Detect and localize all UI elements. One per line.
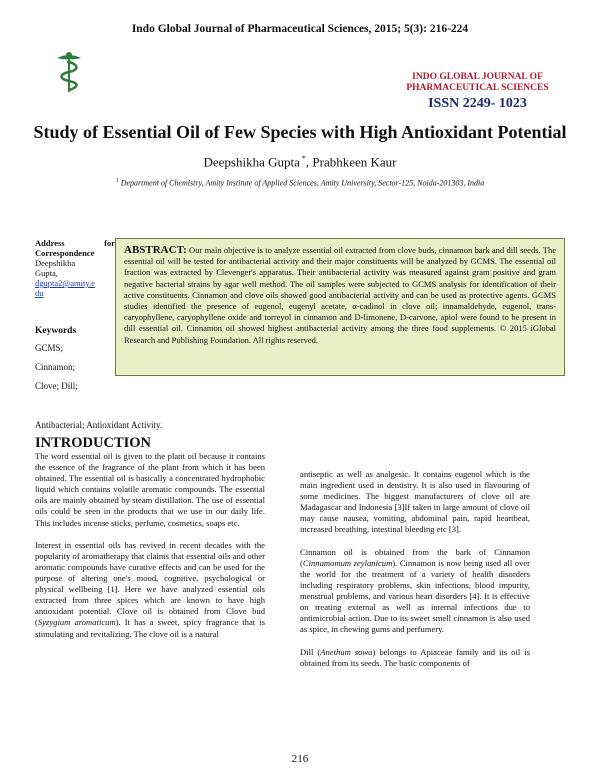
- correspondence-name-1: Deepshikha: [35, 258, 76, 268]
- correspondence-heading-3: Correspondence: [35, 248, 95, 258]
- page-number: 216: [291, 753, 309, 765]
- author-separator: ,: [305, 154, 313, 170]
- authors: [0, 154, 600, 170]
- keyword-item: Clove; Dill;: [35, 381, 78, 391]
- correspondence-email-2[interactable]: du: [35, 288, 44, 298]
- author-2: Prabhkeen Kaur: [312, 154, 397, 170]
- intro-left-p1: The word essential oil is given to the plant oil because it contains the essence of the fragrance of the plant from which it has been obtained. The essential oil is basically a concentrated hydrophobic liquid which contains volatile aromatic compounds. The essential oils are mainly obtained by steam distillation. The use of essential oils could be seen in the products that we use in our daily life. This includes incense sticks, perfume, cosmetics, soaps etc.: [35, 451, 265, 528]
- paper-title: Study of Essential Oil of Few Species with High Antioxidant Potential: [33, 122, 567, 142]
- journal-name-line1: INDO GLOBAL JOURNAL OF: [412, 72, 543, 82]
- intro-right-column: [300, 469, 530, 680]
- affiliation-text: Department of Chemistry, Amity Institute of Applied Sciences, Amity University, Sector-125, Noida-201303, India: [118, 178, 485, 188]
- caduceus-logo-icon: [52, 50, 86, 94]
- affiliation-sup: 1: [115, 178, 119, 184]
- correspondence-block: [35, 238, 115, 298]
- journal-name-line2: PHARMACEUTICAL SCIENCES: [406, 83, 549, 93]
- correspondence-heading-2: for: [104, 238, 115, 248]
- intro-left-column: [35, 451, 265, 651]
- intro-right-p3: Dill (Anethum sowa) belongs to Apiaceae family and its oil is obtained from its seeds. The basic components of: [300, 646, 530, 668]
- keyword-item: Antibacterial; Antioxidant Activity.: [35, 420, 163, 430]
- introduction-heading: INTRODUCTION: [35, 435, 152, 451]
- correspondence-email-1[interactable]: dgupta2@amity.e: [35, 278, 95, 288]
- journal-name-box: [395, 72, 560, 112]
- issn: ISSN 2249- 1023: [428, 96, 527, 111]
- author-1-mark: *: [299, 154, 306, 163]
- intro-left-p2: Interest in essential oils has revived in recent decades with the popularity of aromatherapy that claims that essential oils and other aromatic compounds have curative effects and can be used for the purpose of altering one's mood, cognitive, psychological or physical wellbeing [1]. Here we have analyzed essential oils extracted from three spices which are known to have high antioxidant potential. Clove oil is obtained from Clove bud (Syzygium aromaticum). It has a sweet, spicy fragrance that is stimulating and revitalizing. The clove oil is a natural: [35, 539, 265, 639]
- correspondence-name-2: Gupta,: [35, 268, 58, 278]
- abstract-text: Our main objective is to analyze essential oil extracted from clove buds, cinnamon bark and dill seeds. The essential oil will be tested for antibacterial activity and their major constituents will be analyzed by GCMS. The essential oil fraction was extracted by Clevenger's apparatus. Their antibacterial activity was measured against gram positive and gram negative bacterial strains by agar well method. The oil samples were subjected to GCMS analysis for identification of their active constituents. Cinnamon and clove oils showed good antibacterial activity and can be used as protective agents. GCMS studies identified the presence of eugenol, eugenyl acetate, α-cadinol in clove oil; innamaldehyde, eugenol, trans-caryophyllene, caryophyllene oxide and torreyol in cinnamon and D-limonene, D-carvone, apiol were found to be present in dill essential oil. Cinnamon oil showed highest antibacterial activity among the three food supplements. © 2015 iGlobal Research and Publishing Foundation. All rights reserved.: [124, 245, 556, 345]
- intro-right-p1: antiseptic as well as analgesic. It contains eugenol which is the main ingredient used in dentistry. It is also used in flavouring of some medicines. The biggest manufacturers of clove oil are Madagascar and Indonesia [3]If taken in large amount of clove oil may cause nausea, vomiting, abdominal pain, rapid heartbeat, increased breathing, intestinal bleeding etc [3].: [300, 469, 530, 535]
- affiliation: [0, 178, 600, 188]
- keyword-item: Cinnamon;: [35, 362, 75, 372]
- keyword-item: GCMS;: [35, 343, 64, 353]
- abstract-box: [115, 238, 565, 376]
- abstract-label: ABSTRACT:: [124, 244, 187, 256]
- author-1: Deepshikha Gupta: [203, 154, 300, 170]
- intro-right-p2: Cinnamon oil is obtained from the bark of Cinnamon (Cinnamomum zeylanicum). Cinnamon is now being used all over the world for the treatment of a variety of health disorders including respiratory problems, skin infections, blood impurity, menstrual problems, and various heart disorders [4]. It is effective on treating external as well as internal infections due to antimicrobial action. Due to its sweet smell cinnamon is also used as spice, in chewing gums and perfumery.: [300, 546, 530, 635]
- keywords-heading: Keywords: [35, 326, 77, 336]
- correspondence-heading-1: Address: [35, 238, 65, 248]
- journal-citation: Indo Global Journal of Pharmaceutical Sciences, 2015; 5(3): 216-224: [131, 23, 469, 35]
